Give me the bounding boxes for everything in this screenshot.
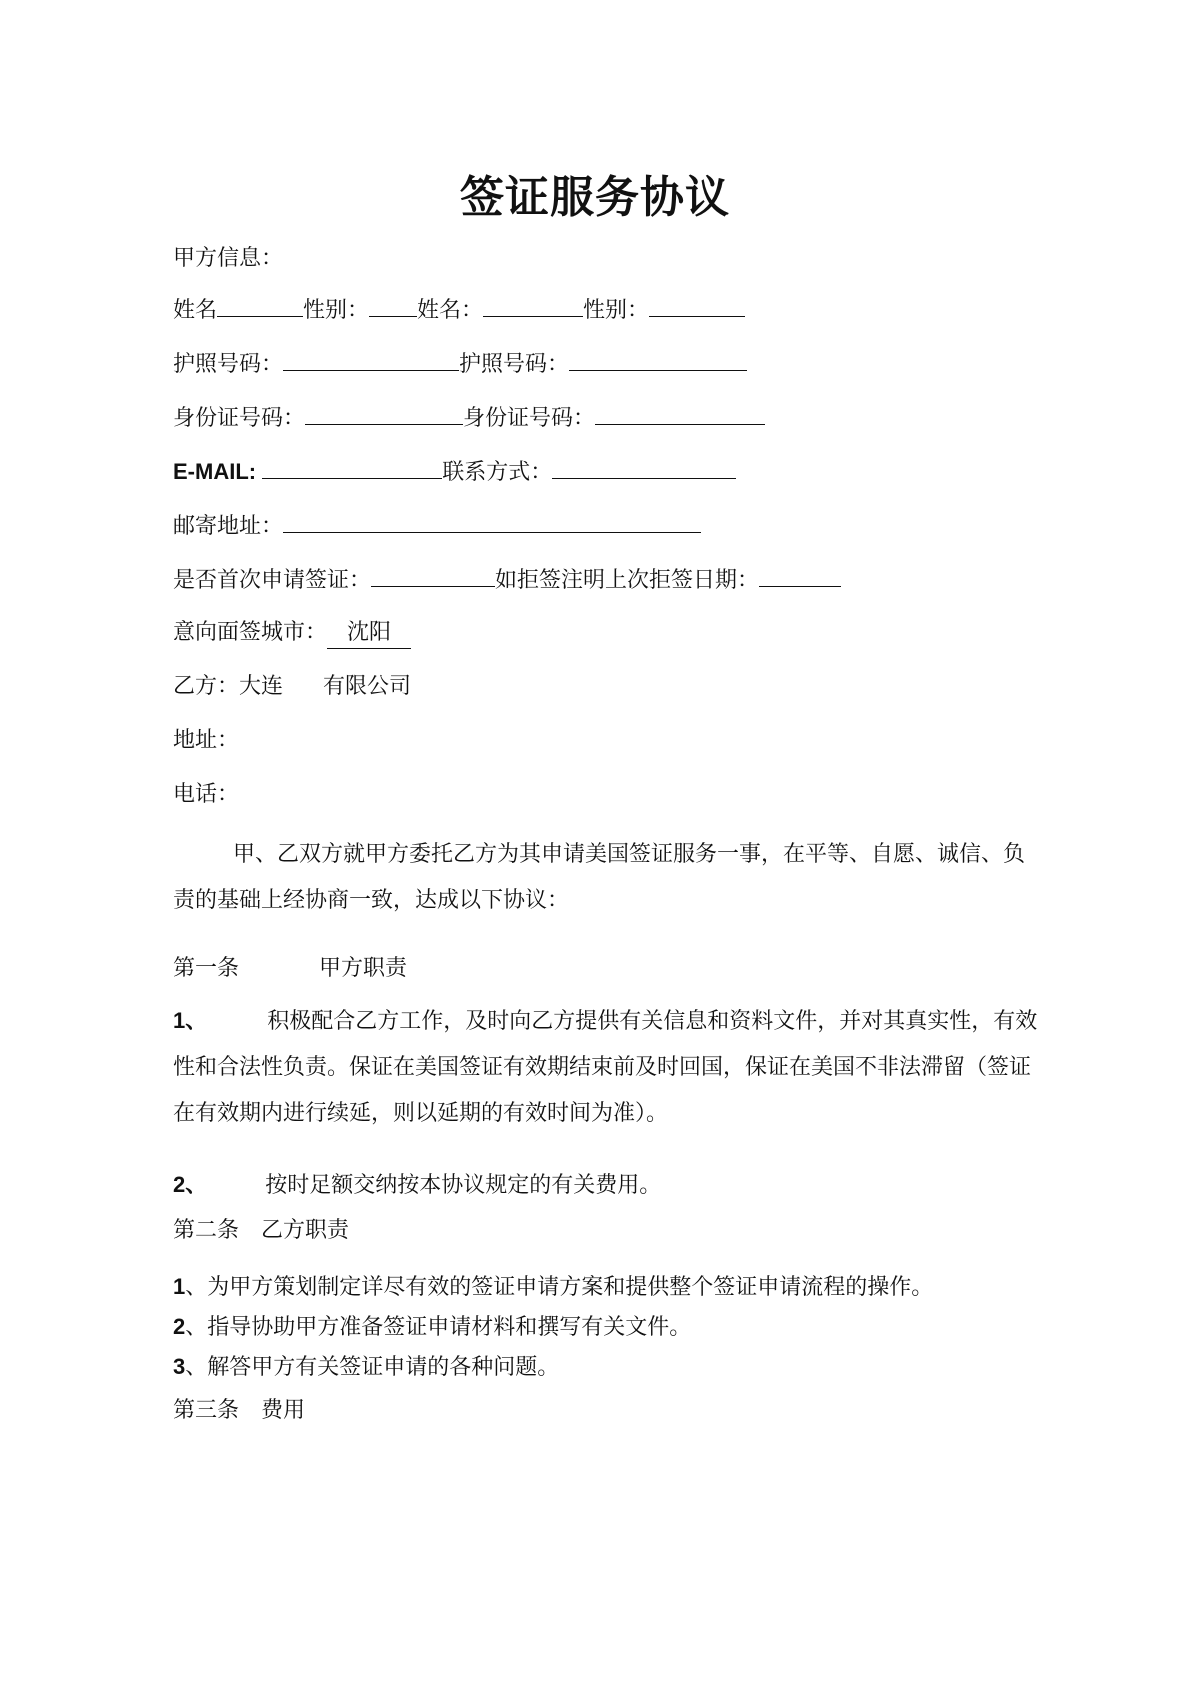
article1-heading (173, 954, 407, 984)
article1-item-2-number: 2、 (173, 1172, 208, 1197)
article3-number: 第三条 (173, 1398, 240, 1423)
gender-blank-2[interactable] (649, 294, 745, 317)
contact-blank[interactable] (552, 456, 736, 479)
mailing-address-row (173, 510, 701, 542)
article2-item-1-text: 、为甲方策划制定详尽有效的签证申请方案和提供整个签证申请流程的操作。 (185, 1275, 934, 1300)
id-blank-2[interactable] (595, 402, 765, 425)
id-number-row (173, 402, 765, 434)
article1-item-1-number: 1、 (173, 1008, 208, 1033)
article1-item-1-text: 积极配合乙方工作，及时向乙方提供有关信息和资料文件，并对其真实性，有效性和合法性负责。保证在美国签证有效期结束前及时回国，保证在美国不非法滞留（签证在有效期内进行续延，则以延期的有效时间为准）。 (173, 1009, 1038, 1126)
application-history-row (173, 564, 841, 596)
document-title: 签证服务协议 (460, 172, 730, 223)
mailing-address-label: 邮寄地址： (173, 514, 284, 539)
preamble-paragraph: 甲、乙双方就甲方委托乙方为其申请美国签证服务一事，在平等、自愿、诚信、负责的基础上经协商一致，达成以下协议： (173, 842, 1026, 913)
passport-label-2: 护照号码： (459, 352, 570, 377)
id-blank-1[interactable] (305, 402, 463, 425)
passport-label-1: 护照号码： (173, 352, 284, 377)
party-b-address-label: 地址： (173, 728, 240, 753)
party-b-label: 乙方： (173, 674, 240, 699)
article2-item-2-text: 、指导协助甲方准备签证申请材料和撰写有关文件。 (185, 1315, 692, 1340)
article1-item-1 (173, 998, 1041, 1137)
id-label-1: 身份证号码： (173, 406, 306, 431)
first-application-label: 是否首次申请签证： (173, 568, 372, 593)
article2-item-2-number: 2 (173, 1314, 186, 1339)
article1-title: 甲方职责 (319, 956, 408, 981)
gender-label-2: 性别： (583, 298, 650, 323)
gender-label-1: 性别： (303, 298, 370, 323)
email-label: E-MAIL: (173, 459, 263, 484)
article2-item-3-number: 3 (173, 1354, 186, 1379)
passport-blank-1[interactable] (283, 348, 459, 371)
first-application-blank[interactable] (371, 564, 495, 587)
name-label-2: 姓名： (417, 298, 484, 323)
article1-item-2 (173, 1170, 661, 1201)
article2-heading (173, 1216, 349, 1246)
article2-item-1-number: 1 (173, 1274, 186, 1299)
article3-heading (173, 1396, 305, 1426)
name-gender-row (173, 294, 745, 326)
party-b-name-part1: 大连 (239, 674, 284, 699)
contact-label: 联系方式： (442, 460, 553, 485)
passport-blank-2[interactable] (569, 348, 747, 371)
article2-item-3-text: 、解答甲方有关签证申请的各种问题。 (185, 1355, 560, 1380)
article1-item-2-text: 按时足额交纳按本协议规定的有关费用。 (265, 1173, 662, 1198)
party-b-phone-label: 电话： (173, 782, 240, 807)
article2-item-1 (173, 1272, 933, 1303)
mailing-address-blank[interactable] (283, 510, 701, 533)
gender-blank-1[interactable] (369, 294, 417, 317)
name-blank-1[interactable] (217, 294, 303, 317)
name-label-1: 姓名 (173, 298, 218, 323)
refusal-date-blank[interactable] (759, 564, 841, 587)
party-b-row (173, 672, 411, 702)
article3-title: 费用 (261, 1398, 306, 1423)
email-contact-row (173, 456, 736, 488)
article2-item-2 (173, 1312, 691, 1343)
refusal-date-label: 如拒签注明上次拒签日期： (495, 568, 760, 593)
name-blank-2[interactable] (483, 294, 583, 317)
article1-number: 第一条 (173, 956, 240, 981)
article2-number: 第二条 (173, 1218, 240, 1243)
passport-row (173, 348, 747, 380)
party-a-heading: 甲方信息： (173, 246, 284, 271)
interview-city-value: 沈阳 (327, 618, 411, 649)
party-b-name-part2: 有限公司 (323, 674, 412, 699)
email-blank[interactable] (262, 456, 442, 479)
interview-city-row (173, 618, 411, 649)
article2-title: 乙方职责 (261, 1218, 350, 1243)
id-label-2: 身份证号码： (463, 406, 596, 431)
article2-item-3 (173, 1352, 559, 1383)
interview-city-label: 意向面签城市： (173, 620, 328, 645)
